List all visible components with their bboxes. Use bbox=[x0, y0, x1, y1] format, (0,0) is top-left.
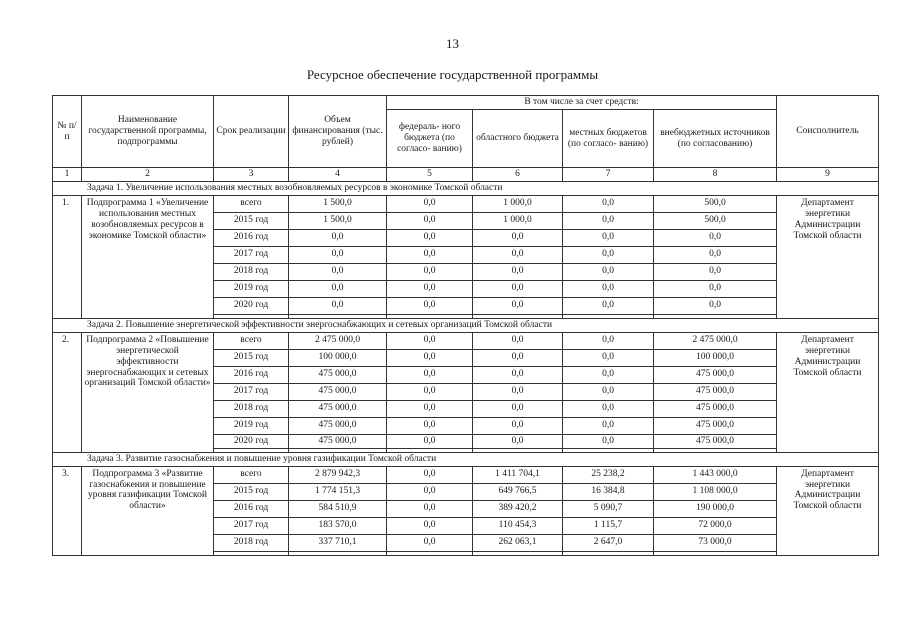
spacer-cell bbox=[654, 551, 777, 555]
volume-cell: 1 500,0 bbox=[289, 212, 387, 229]
federal-cell: 0,0 bbox=[387, 280, 473, 297]
regional-cell: 0,0 bbox=[473, 280, 563, 297]
extra-cell: 475 000,0 bbox=[654, 434, 777, 448]
period-cell: 2017 год bbox=[214, 383, 289, 400]
table-row bbox=[53, 332, 879, 349]
spacer-cell bbox=[214, 551, 289, 555]
local-cell: 0,0 bbox=[563, 417, 654, 434]
federal-cell: 0,0 bbox=[387, 434, 473, 448]
volume-cell: 0,0 bbox=[289, 246, 387, 263]
regional-cell: 0,0 bbox=[473, 366, 563, 383]
regional-cell: 1 411 704,1 bbox=[473, 466, 563, 483]
page-number: 13 bbox=[446, 36, 459, 51]
task-row bbox=[53, 318, 879, 332]
period-cell: всего bbox=[214, 466, 289, 483]
federal-cell: 0,0 bbox=[387, 534, 473, 551]
extra-cell: 100 000,0 bbox=[654, 349, 777, 366]
period-cell: 2016 год bbox=[214, 500, 289, 517]
volume-cell: 1 500,0 bbox=[289, 195, 387, 212]
volume-cell: 0,0 bbox=[289, 297, 387, 314]
federal-cell: 0,0 bbox=[387, 349, 473, 366]
federal-cell: 0,0 bbox=[387, 483, 473, 500]
period-cell: 2020 год bbox=[214, 297, 289, 314]
spacer-cell bbox=[563, 551, 654, 555]
federal-cell: 0,0 bbox=[387, 500, 473, 517]
volume-cell: 0,0 bbox=[289, 229, 387, 246]
regional-cell: 0,0 bbox=[473, 434, 563, 448]
program-number: 3. bbox=[53, 466, 82, 555]
regional-cell: 0,0 bbox=[473, 417, 563, 434]
local-cell: 0,0 bbox=[563, 297, 654, 314]
column-number: 4 bbox=[289, 168, 387, 182]
table-row bbox=[53, 466, 879, 483]
volume-cell: 475 000,0 bbox=[289, 383, 387, 400]
spacer-cell bbox=[473, 551, 563, 555]
document-title: Ресурсное обеспечение государственной программы bbox=[306, 67, 599, 82]
volume-cell: 1 774 151,3 bbox=[289, 483, 387, 500]
volume-cell: 337 710,1 bbox=[289, 534, 387, 551]
header-term: Срок реализации bbox=[214, 96, 289, 168]
federal-cell: 0,0 bbox=[387, 229, 473, 246]
table-body bbox=[53, 181, 879, 555]
federal-cell: 0,0 bbox=[387, 366, 473, 383]
column-number: 7 bbox=[563, 168, 654, 182]
federal-cell: 0,0 bbox=[387, 383, 473, 400]
extra-cell: 0,0 bbox=[654, 263, 777, 280]
header-coexecutor: Соисполнитель bbox=[777, 96, 879, 168]
regional-cell: 0,0 bbox=[473, 263, 563, 280]
volume-cell: 475 000,0 bbox=[289, 366, 387, 383]
local-cell: 0,0 bbox=[563, 212, 654, 229]
volume-cell: 584 510,9 bbox=[289, 500, 387, 517]
header-no: № п/п bbox=[53, 96, 82, 168]
extra-cell: 1 108 000,0 bbox=[654, 483, 777, 500]
header-name: Наименование государственной программы, подпрограммы bbox=[82, 96, 214, 168]
program-number: 2. bbox=[53, 332, 82, 452]
spacer-cell bbox=[387, 551, 473, 555]
local-cell: 2 647,0 bbox=[563, 534, 654, 551]
column-number: 5 bbox=[387, 168, 473, 182]
regional-cell: 1 000,0 bbox=[473, 195, 563, 212]
local-cell: 1 115,7 bbox=[563, 517, 654, 534]
regional-cell: 0,0 bbox=[473, 297, 563, 314]
program-number: 1. bbox=[53, 195, 82, 318]
column-number: 1 bbox=[53, 168, 82, 182]
task-title: Задача 1. Увеличение использования местных возобновляемых ресурсов в экономике Томской области bbox=[53, 181, 879, 195]
local-cell: 0,0 bbox=[563, 383, 654, 400]
local-cell: 0,0 bbox=[563, 229, 654, 246]
federal-cell: 0,0 bbox=[387, 263, 473, 280]
period-cell: всего bbox=[214, 195, 289, 212]
header-federal: федераль- ного бюджета (по согласо- ванию) bbox=[387, 110, 473, 168]
coexecutor-cell: Департамент энергетики Администрации Томской области bbox=[777, 466, 879, 555]
coexecutor-cell: Департамент энергетики Администрации Томской области bbox=[777, 332, 879, 452]
column-number: 9 bbox=[777, 168, 879, 182]
regional-cell: 110 454,3 bbox=[473, 517, 563, 534]
extra-cell: 0,0 bbox=[654, 246, 777, 263]
extra-cell: 190 000,0 bbox=[654, 500, 777, 517]
column-number: 8 bbox=[654, 168, 777, 182]
local-cell: 0,0 bbox=[563, 195, 654, 212]
period-cell: всего bbox=[214, 332, 289, 349]
local-cell: 0,0 bbox=[563, 246, 654, 263]
period-cell: 2018 год bbox=[214, 534, 289, 551]
local-cell: 0,0 bbox=[563, 349, 654, 366]
regional-cell: 0,0 bbox=[473, 400, 563, 417]
period-cell: 2017 год bbox=[214, 246, 289, 263]
program-name: Подпрограмма 1 «Увеличение использования местных возобновляемых ресурсов в экономике Томской области» bbox=[82, 195, 214, 318]
column-numbers-row bbox=[53, 168, 879, 182]
local-cell: 0,0 bbox=[563, 400, 654, 417]
volume-cell: 100 000,0 bbox=[289, 349, 387, 366]
extra-cell: 73 000,0 bbox=[654, 534, 777, 551]
local-cell: 16 384,8 bbox=[563, 483, 654, 500]
extra-cell: 475 000,0 bbox=[654, 417, 777, 434]
column-number: 6 bbox=[473, 168, 563, 182]
local-cell: 5 090,7 bbox=[563, 500, 654, 517]
federal-cell: 0,0 bbox=[387, 417, 473, 434]
regional-cell: 389 420,2 bbox=[473, 500, 563, 517]
program-name: Подпрограмма 2 «Повышение энергетической эффективности энергоснабжающих и сетевых организаций Томской области» bbox=[82, 332, 214, 452]
regional-cell: 0,0 bbox=[473, 246, 563, 263]
period-cell: 2018 год bbox=[214, 400, 289, 417]
header-including: В том числе за счет средств: bbox=[387, 96, 777, 110]
federal-cell: 0,0 bbox=[387, 212, 473, 229]
local-cell: 0,0 bbox=[563, 434, 654, 448]
federal-cell: 0,0 bbox=[387, 297, 473, 314]
regional-cell: 0,0 bbox=[473, 383, 563, 400]
federal-cell: 0,0 bbox=[387, 332, 473, 349]
volume-cell: 183 570,0 bbox=[289, 517, 387, 534]
volume-cell: 475 000,0 bbox=[289, 400, 387, 417]
extra-cell: 0,0 bbox=[654, 297, 777, 314]
extra-cell: 500,0 bbox=[654, 195, 777, 212]
regional-cell: 0,0 bbox=[473, 349, 563, 366]
regional-cell: 0,0 bbox=[473, 332, 563, 349]
column-number: 2 bbox=[82, 168, 214, 182]
local-cell: 0,0 bbox=[563, 263, 654, 280]
extra-cell: 475 000,0 bbox=[654, 366, 777, 383]
period-cell: 2018 год bbox=[214, 263, 289, 280]
period-cell: 2015 год bbox=[214, 212, 289, 229]
extra-cell: 500,0 bbox=[654, 212, 777, 229]
federal-cell: 0,0 bbox=[387, 517, 473, 534]
volume-cell: 2 879 942,3 bbox=[289, 466, 387, 483]
volume-cell: 0,0 bbox=[289, 263, 387, 280]
period-cell: 2019 год bbox=[214, 417, 289, 434]
period-cell: 2017 год bbox=[214, 517, 289, 534]
extra-cell: 0,0 bbox=[654, 229, 777, 246]
volume-cell: 2 475 000,0 bbox=[289, 332, 387, 349]
extra-cell: 475 000,0 bbox=[654, 400, 777, 417]
volume-cell: 475 000,0 bbox=[289, 434, 387, 448]
coexecutor-cell: Департамент энергетики Администрации Томской области bbox=[777, 195, 879, 318]
header-local: местных бюджетов (по согласо- ванию) bbox=[563, 110, 654, 168]
regional-cell: 1 000,0 bbox=[473, 212, 563, 229]
period-cell: 2019 год bbox=[214, 280, 289, 297]
local-cell: 0,0 bbox=[563, 332, 654, 349]
header-regional: областного бюджета bbox=[473, 110, 563, 168]
federal-cell: 0,0 bbox=[387, 400, 473, 417]
task-title: Задача 3. Развитие газоснабжения и повышение уровня газификации Томской области bbox=[53, 452, 879, 466]
local-cell: 0,0 bbox=[563, 280, 654, 297]
volume-cell: 475 000,0 bbox=[289, 417, 387, 434]
extra-cell: 1 443 000,0 bbox=[654, 466, 777, 483]
federal-cell: 0,0 bbox=[387, 246, 473, 263]
extra-cell: 0,0 bbox=[654, 280, 777, 297]
regional-cell: 0,0 bbox=[473, 229, 563, 246]
column-number: 3 bbox=[214, 168, 289, 182]
period-cell: 2016 год bbox=[214, 366, 289, 383]
period-cell: 2015 год bbox=[214, 349, 289, 366]
period-cell: 2016 год bbox=[214, 229, 289, 246]
period-cell: 2015 год bbox=[214, 483, 289, 500]
volume-cell: 0,0 bbox=[289, 280, 387, 297]
program-name: Подпрограмма 3 «Развитие газоснабжения и повышение уровня газификации Томской области» bbox=[82, 466, 214, 555]
federal-cell: 0,0 bbox=[387, 195, 473, 212]
task-title: Задача 2. Повышение энергетической эффективности энергоснабжающих и сетевых организаций Томской области bbox=[53, 318, 879, 332]
task-row bbox=[53, 452, 879, 466]
resource-table bbox=[52, 95, 879, 556]
header-extra: внебюджетных источников (по согласованию) bbox=[654, 110, 777, 168]
extra-cell: 2 475 000,0 bbox=[654, 332, 777, 349]
federal-cell: 0,0 bbox=[387, 466, 473, 483]
spacer-cell bbox=[289, 551, 387, 555]
table-row bbox=[53, 195, 879, 212]
header-volume: Объем финансирования (тыс. рублей) bbox=[289, 96, 387, 168]
regional-cell: 262 063,1 bbox=[473, 534, 563, 551]
regional-cell: 649 766,5 bbox=[473, 483, 563, 500]
period-cell: 2020 год bbox=[214, 434, 289, 448]
task-row bbox=[53, 181, 879, 195]
local-cell: 0,0 bbox=[563, 366, 654, 383]
extra-cell: 72 000,0 bbox=[654, 517, 777, 534]
local-cell: 25 238,2 bbox=[563, 466, 654, 483]
extra-cell: 475 000,0 bbox=[654, 383, 777, 400]
